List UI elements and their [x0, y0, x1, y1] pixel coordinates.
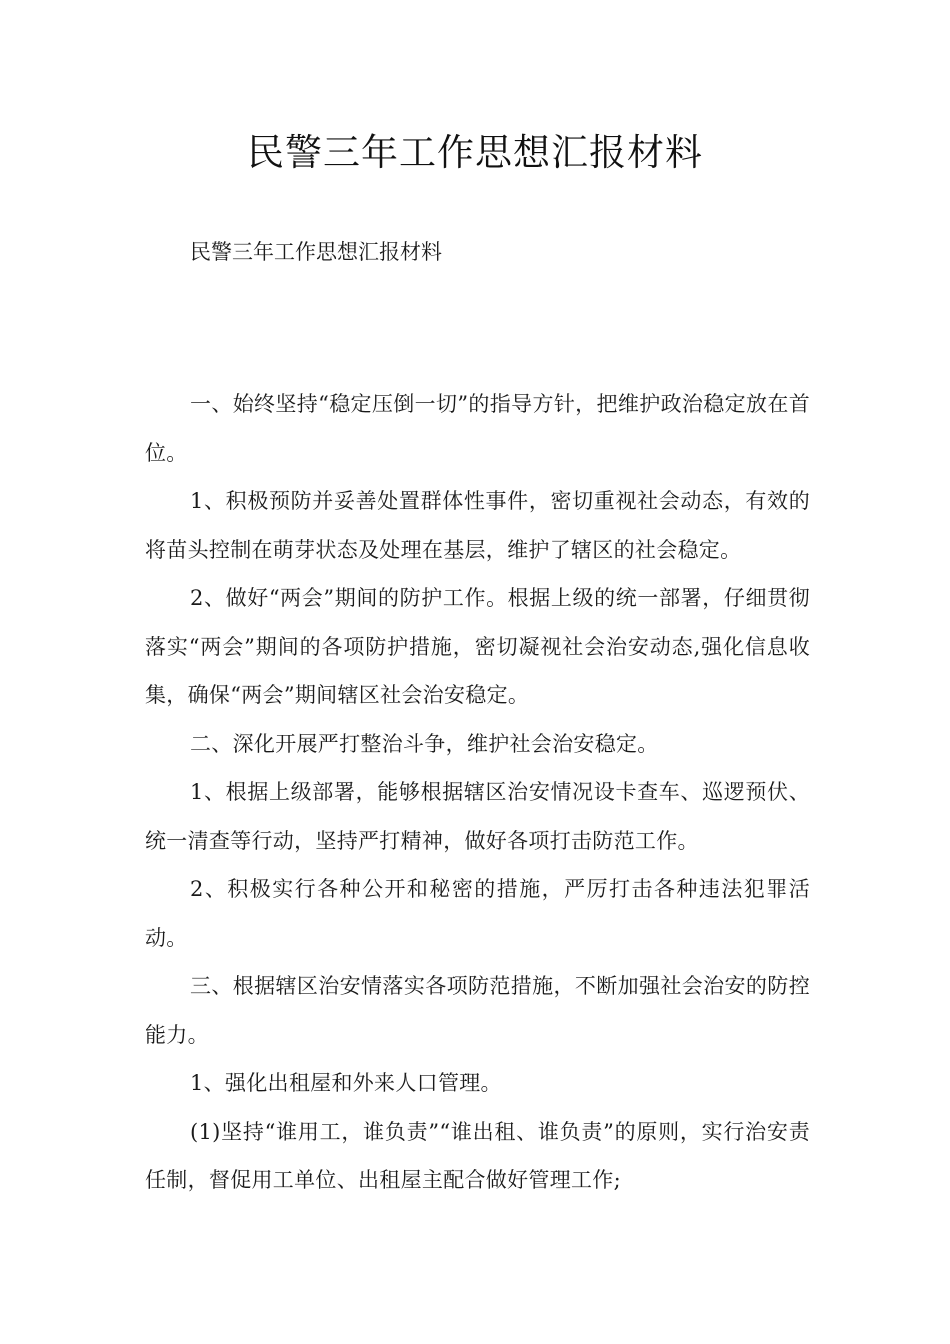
document-body	[145, 380, 810, 1205]
paragraph-3-1-1: (1)坚持“谁用工，谁负责”“谁出租、谁负责”的原则，实行治安责任制，督促用工单位、出租屋主配合做好管理工作;	[145, 1119, 810, 1192]
paragraph-section-2-heading: 二、深化开展严打整治斗争，维护社会治安稳定。	[190, 731, 659, 756]
paragraph-section-3-heading: 三、根据辖区治安情落实各项防范措施，不断加强社会治安的防控能力。	[145, 974, 810, 1047]
document-subtitle: 民警三年工作思想汇报材料	[190, 240, 442, 264]
paragraph-1-2: 2、做好“两会”期间的防护工作。根据上级的统一部署，仔细贯彻落实“两会”期间的各项防护措施，密切凝视社会治安动态,强化信息收集，确保“两会”期间辖区社会治安稳定。	[145, 586, 810, 707]
paragraph-1-1: 1、积极预防并妥善处置群体性事件，密切重视社会动态，有效的将苗头控制在萌芽状态及处理在基层，维护了辖区的社会稳定。	[145, 489, 810, 562]
document-title: 民警三年工作思想汇报材料	[247, 131, 703, 174]
paragraph-section-1-heading: 一、始终坚持“稳定压倒一切”的指导方针，把维护政治稳定放在首位。	[145, 392, 810, 465]
paragraph-3-1: 1、强化出租屋和外来人口管理。	[190, 1071, 502, 1095]
paragraph-2-2: 2、积极实行各种公开和秘密的措施，严厉打击各种违法犯罪活动。	[145, 877, 810, 950]
paragraph-2-1: 1、根据上级部署，能够根据辖区治安情况设卡查车、巡逻预伏、统一清查等行动，坚持严打精神，做好各项打击防范工作。	[145, 780, 810, 853]
